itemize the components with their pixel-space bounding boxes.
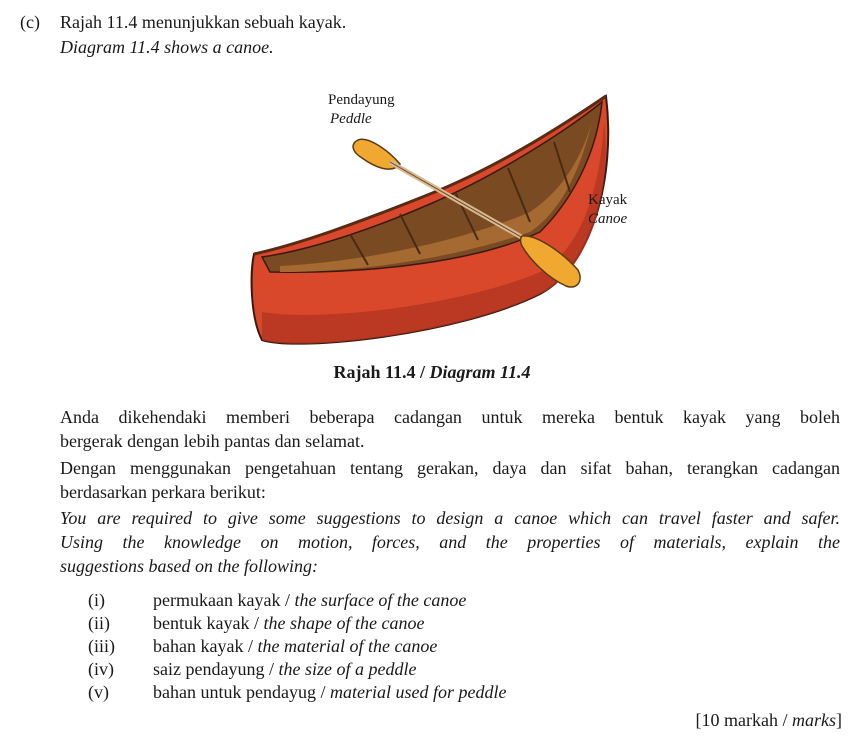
- paddle-label-en: Peddle: [330, 111, 372, 127]
- item-en: the surface of the canoe: [294, 590, 467, 610]
- instruction-en-line2: Using the knowledge on motion, forces, and the properties of materials, explain the: [60, 532, 840, 552]
- caption-ms: Rajah 11.4 /: [333, 362, 430, 382]
- item-number: (ii): [88, 613, 110, 633]
- item-en: the size of a peddle: [278, 659, 417, 679]
- marks-allocation: [696, 710, 842, 731]
- list-item: [153, 682, 506, 703]
- instruction-ms-line3: Dengan menggunakan pengetahuan tentang gerakan, daya dan sifat bahan, terangkan cadangan: [60, 458, 840, 478]
- marks-ms: [10 markah /: [695, 710, 792, 730]
- question-intro-ms: Rajah 11.4 menunjukkan sebuah kayak.: [60, 12, 347, 32]
- paddle-label-ms: Pendayung: [328, 92, 395, 108]
- instruction-en-line1: You are required to give some suggestions to design a canoe which can travel faster and safer.: [60, 508, 840, 528]
- caption-en: Diagram 11.4: [429, 362, 531, 382]
- marks-en: marks: [792, 710, 836, 730]
- canoe-diagram: [240, 82, 660, 354]
- canoe-label-ms: Kayak: [588, 192, 628, 208]
- marks-close: ]: [836, 710, 842, 730]
- item-number: (i): [88, 590, 105, 610]
- list-item: [153, 659, 416, 680]
- list-item: [153, 613, 424, 634]
- item-number: (v): [88, 682, 109, 702]
- instruction-ms-line2: bergerak dengan lebih pantas dan selamat.: [60, 431, 365, 451]
- list-item: [153, 636, 437, 657]
- figure-caption: [0, 362, 864, 383]
- item-en: the shape of the canoe: [263, 613, 425, 633]
- list-item: [153, 590, 466, 611]
- instruction-en-line3: suggestions based on the following:: [60, 556, 318, 576]
- canoe-label-en: Canoe: [588, 211, 628, 227]
- item-en: the material of the canoe: [257, 636, 438, 656]
- canoe-illustration: [240, 82, 660, 354]
- instruction-ms-line4: berdasarkan perkara berikut:: [60, 482, 266, 502]
- item-en: material used for peddle: [329, 682, 507, 702]
- instruction-ms-line1: Anda dikehendaki memberi beberapa cadangan untuk mereka bentuk kayak yang boleh: [60, 407, 840, 427]
- item-ms: permukaan kayak /: [153, 590, 295, 610]
- item-number: (iii): [88, 636, 115, 656]
- item-ms: bahan kayak /: [153, 636, 258, 656]
- question-label: (c): [20, 12, 40, 32]
- item-number: (iv): [88, 659, 114, 679]
- item-ms: saiz pendayung /: [153, 659, 279, 679]
- question-intro-en: Diagram 11.4 shows a canoe.: [60, 37, 274, 57]
- item-ms: bentuk kayak /: [153, 613, 264, 633]
- item-ms: bahan untuk pendayug /: [153, 682, 330, 702]
